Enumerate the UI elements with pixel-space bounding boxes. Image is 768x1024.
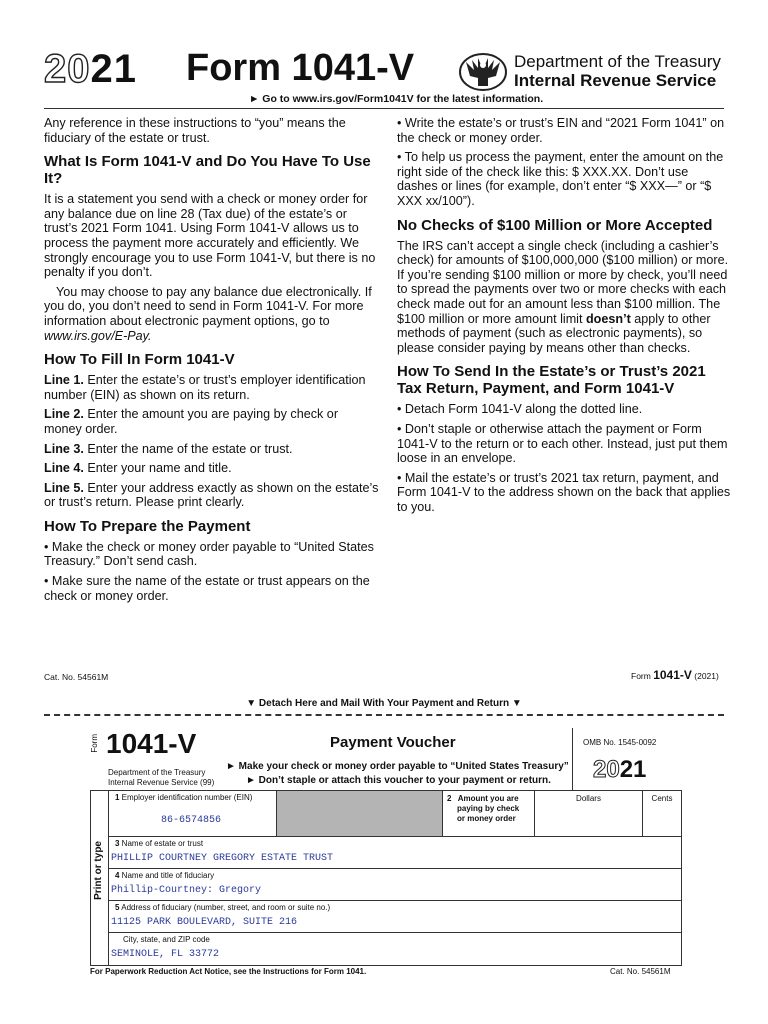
instructions-left-column (44, 116, 379, 608)
heading-how-to-fill: How To Fill In Form 1041-V (44, 351, 235, 369)
send-bullet-2: • Don’t staple or otherwise attach the payment or Form 1041-V to the return or to each other. Instead, just put them loose in an envelope. (397, 421, 728, 466)
shaded-area (277, 791, 443, 836)
ein-field[interactable]: 1 Employer identification number (EIN) 86-6574856 (109, 791, 277, 836)
heading-what-is: What Is Form 1041-V and Do You Have To Use It? (44, 153, 371, 188)
line-5-instruction: Line 5. Enter your address exactly as shown on the estate’s or trust’s return. Please print clearly. (44, 480, 379, 510)
voucher-form-number: 1041-V (106, 728, 197, 759)
heading-prepare-payment: How To Prepare the Payment (44, 517, 251, 535)
tax-year: 2021 (44, 47, 137, 91)
detach-instruction: ▼ Detach Here and Mail With Your Payment and Return ▼ (246, 698, 522, 709)
line-1-instruction: Line 1. Enter the estate’s or trust’s employer identification number (EIN) as shown on its return. (44, 373, 366, 402)
ein-value: 86-6574856 (161, 815, 222, 826)
voucher-year: 2021 (593, 756, 647, 783)
voucher-department: Department of the Treasury Internal Revenue Service (99) (108, 768, 215, 787)
line-2-instruction: Line 2. Enter the amount you are paying by check or money order. (44, 407, 339, 436)
voucher-instructions: ► Make your check or money order payable to “United States Treasury” ► Don’t staple or attach this voucher to your payment or return. (226, 761, 569, 786)
what-paragraph-1: It is a statement you send with a check or money order for any balance due on line 28 (Tax due) of the estate’s or trust’s 2021 Form 1041. Using Form 1041-V allows us to process the payment more accurately and efficiently. We strongly encourage you to use Form 1041-V, but there is no penalty if you don’t. (44, 192, 376, 280)
voucher-header (90, 728, 682, 790)
prepare-bullet-1: • Make the check or money order payable to “United States Treasury.” Don’t send cash. (44, 539, 374, 569)
form-footer-label: Form 1041-V (2021) (631, 668, 719, 682)
intro-paragraph: Any reference in these instructions to “you” means the fiduciary of the estate or trust. (44, 116, 346, 145)
instructions-right-column (397, 116, 732, 519)
irs-eagle-logo-icon (458, 52, 508, 92)
send-bullet-3: • Mail the estate’s or trust’s 2021 tax return, payment, and Form 1041-V to the address shown on the back that applies to you. (397, 470, 731, 514)
prepare-bullet-4: • To help us process the payment, enter the amount on the right side of the check like this: $ XXX.XX. Don’t use dashes or lines (for example, don’t enter “$ XXX—” or “$ XXX xx/100”). (397, 150, 724, 208)
estate-name-field[interactable]: 3 Name of estate or trust PHILLIP COURTNEY GREGORY ESTATE TRUST (109, 837, 681, 869)
paperwork-notice: For Paperwork Reduction Act Notice, see the Instructions for Form 1041. (90, 967, 367, 976)
form-title: Form 1041-V (186, 47, 415, 89)
heading-no-checks: No Checks of $100 Million or More Accepted (397, 216, 713, 234)
header-divider (44, 108, 724, 109)
address-value: 11125 PARK BOULEVARD, SUITE 216 (111, 917, 298, 928)
voucher-form-word: Form (90, 734, 99, 753)
city-state-zip-value: SEMINOLE, FL 33772 (111, 949, 220, 960)
city-state-zip-field[interactable]: City, state, and ZIP code SEMINOLE, FL 33772 (111, 935, 220, 960)
amount-label: 2 Amount you are paying by check or money order (443, 791, 535, 836)
line-3-instruction: Line 3. Enter the name of the estate or trust. (44, 441, 293, 456)
omb-block (572, 728, 682, 790)
voucher-fields (90, 790, 682, 966)
detach-line[interactable] (44, 714, 724, 716)
fiduciary-name-field[interactable]: 4 Name and title of fiduciary Phillip-Courtney: Gregory (109, 869, 681, 901)
website-reference: ► Go to www.irs.gov/Form1041V for the latest information. (249, 93, 544, 105)
what-paragraph-2: You may choose to pay any balance due electronically. If you do, you don’t need to send in Form 1041-V. For more information about electronic payment options, go to www.irs.gov/E-Pay. (44, 284, 372, 343)
voucher-catalog-number: Cat. No. 54561M (610, 967, 671, 976)
omb-number: OMB No. 1545-0092 (583, 738, 657, 747)
fiduciary-address-field[interactable]: 5 Address of fiduciary (number, street, and room or suite no.) 11125 PARK BOULEVARD, SUITE 216 (109, 901, 681, 933)
dollars-field[interactable]: Dollars (535, 791, 643, 836)
prepare-bullet-2: • Make sure the name of the estate or trust appears on the check or money order. (44, 574, 370, 603)
no-checks-paragraph: The IRS can’t accept a single check (including a cashier’s check) for amounts of $100,000,000 ($100 million) or more. If you’re sending $100 million or more by check, you’ll need to spread the payments over two or more checks with each check made out for an amount less than $100 million. The $100 million or more amount limit doesn’t apply to other methods of payment (such as electronic payments), so please consider paying by means other than checks. (397, 238, 729, 355)
estate-name-value: PHILLIP COURTNEY GREGORY ESTATE TRUST (111, 853, 334, 864)
send-bullet-1: • Detach Form 1041-V along the dotted line. (397, 402, 643, 417)
prepare-bullet-3: • Write the estate’s or trust’s EIN and “2021 Form 1041” on the check or money order. (397, 116, 725, 145)
catalog-number: Cat. No. 54561M (44, 672, 109, 682)
form-header (44, 44, 724, 110)
voucher-row-1 (109, 791, 681, 837)
cents-field[interactable]: Cents (651, 794, 673, 803)
print-or-type-label: Print or type (91, 791, 109, 965)
department-name: Department of the Treasury Internal Revenue Service (514, 52, 721, 90)
heading-how-to-send: How To Send In the Estate’s or Trust’s 2021 Tax Return, Payment, and Form 1041-V (397, 363, 706, 398)
fiduciary-name-value: Phillip-Courtney: Gregory (111, 885, 262, 896)
line-4-instruction: Line 4. Enter your name and title. (44, 461, 232, 476)
voucher-title: Payment Voucher (330, 734, 456, 751)
epay-link[interactable]: www.irs.gov/E-Pay. (44, 328, 152, 343)
